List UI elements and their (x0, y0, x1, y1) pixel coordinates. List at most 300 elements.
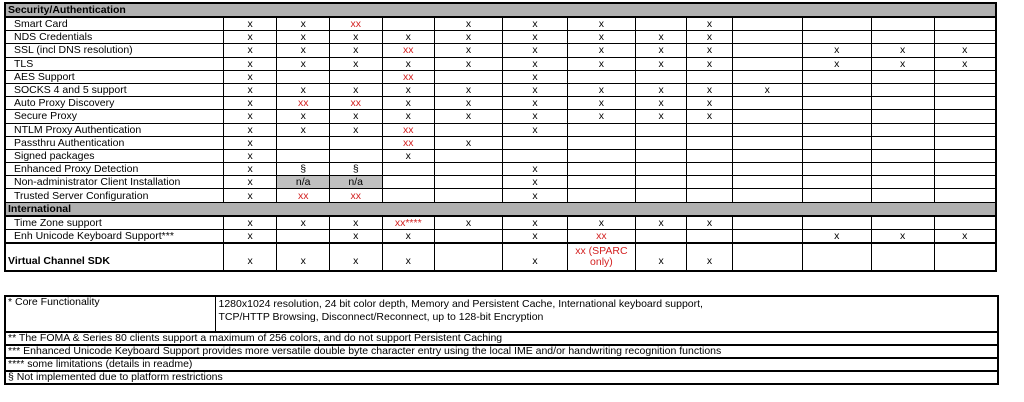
feature-row (5, 31, 996, 44)
support-cell (382, 229, 435, 243)
empty-cell (934, 149, 996, 162)
empty-cell (732, 229, 802, 243)
empty-cell (934, 17, 996, 31)
empty-cell (871, 176, 934, 189)
support-cell (687, 57, 732, 70)
feature-row (5, 97, 996, 110)
empty-cell (732, 44, 802, 57)
supported-mark: x (532, 18, 538, 31)
support-cell (802, 57, 871, 70)
supported-mark: x (598, 84, 605, 97)
limited-support-mark: xx (403, 123, 414, 136)
support-cell (329, 44, 382, 57)
supported-mark: x (900, 229, 906, 242)
empty-cell (435, 176, 503, 189)
footnote-limitations: **** some limitations (details in readme) (5, 358, 998, 371)
support-cell (223, 17, 277, 31)
supported-mark: x (532, 70, 538, 83)
supported-mark: x (532, 163, 538, 176)
feature-label: Smart Card (5, 17, 223, 31)
empty-cell (732, 216, 802, 230)
empty-cell (635, 123, 687, 136)
limited-support-mark: xx (350, 18, 361, 31)
feature-label: Trusted Server Configuration (5, 189, 223, 202)
empty-cell (567, 176, 635, 189)
empty-cell (934, 83, 996, 96)
empty-cell (732, 97, 802, 110)
supported-mark: x (465, 136, 472, 149)
support-cell (635, 83, 687, 96)
support-cell (567, 83, 635, 96)
supported-mark: x (300, 110, 306, 123)
core-functionality-line-1: 1280x1024 resolution, 24 bit color depth, Memory and Persistent Cache, International keyboard support, (218, 298, 703, 310)
supported-mark: x (706, 216, 713, 229)
support-cell (329, 110, 382, 123)
supported-mark: x (706, 84, 713, 97)
empty-cell (934, 97, 996, 110)
support-cell (277, 17, 330, 31)
support-cell (435, 136, 503, 149)
supported-mark: x (532, 110, 538, 123)
feature-label: Passthru Authentication (5, 136, 223, 149)
support-cell (277, 163, 330, 176)
support-cell (687, 97, 732, 110)
core-functionality-label: * Core Functionality (5, 296, 215, 332)
support-cell (567, 17, 635, 31)
supported-mark: x (706, 97, 713, 110)
support-cell (223, 243, 277, 271)
support-cell (382, 243, 435, 271)
support-cell (687, 243, 732, 271)
support-cell (503, 17, 568, 31)
supported-mark: x (706, 44, 713, 57)
supported-mark: x (405, 110, 411, 123)
support-cell (567, 216, 635, 230)
support-cell (277, 176, 330, 189)
support-cell (567, 44, 635, 57)
support-cell (223, 57, 277, 70)
feature-label: Non-administrator Client Installation (5, 176, 223, 189)
empty-cell (802, 83, 871, 96)
feature-row (5, 163, 996, 176)
empty-cell (802, 110, 871, 123)
support-cell (382, 149, 435, 162)
supported-mark: x (465, 216, 472, 229)
feature-label: Enhanced Proxy Detection (5, 163, 223, 176)
footnote-row (5, 371, 998, 384)
supported-mark: x (834, 44, 840, 57)
support-cell (277, 44, 330, 57)
supported-mark: x (598, 44, 605, 57)
support-cell (435, 44, 503, 57)
feature-label: Auto Proxy Discovery (5, 97, 223, 110)
empty-cell (934, 243, 996, 271)
empty-cell (871, 189, 934, 202)
supported-mark: x (834, 229, 840, 242)
support-cell (223, 123, 277, 136)
empty-cell (687, 189, 732, 202)
empty-cell (435, 163, 503, 176)
support-cell (435, 57, 503, 70)
supported-mark: x (598, 97, 605, 110)
supported-mark: x (532, 123, 538, 136)
supported-mark: x (247, 149, 253, 162)
support-cell (435, 83, 503, 96)
empty-cell (871, 83, 934, 96)
not-applicable-mark: n/a (295, 176, 311, 189)
support-cell (732, 83, 802, 96)
not-applicable-mark: n/a (348, 176, 364, 189)
empty-cell (732, 70, 802, 83)
supported-mark: x (353, 110, 359, 123)
supported-mark: x (532, 84, 538, 97)
empty-cell (934, 216, 996, 230)
support-cell (635, 31, 687, 44)
empty-cell (871, 163, 934, 176)
feature-label: Secure Proxy (5, 110, 223, 123)
support-cell (277, 83, 330, 96)
support-cell (802, 229, 871, 243)
support-cell (329, 243, 382, 271)
empty-cell (687, 70, 732, 83)
supported-mark: x (532, 44, 538, 57)
support-cell (277, 123, 330, 136)
supported-mark: x (532, 189, 538, 202)
supported-mark: x (353, 44, 359, 57)
supported-mark: x (532, 57, 538, 70)
support-cell (635, 110, 687, 123)
limited-support-mark: xx (596, 229, 607, 242)
feature-label: Enh Unicode Keyboard Support*** (5, 229, 223, 243)
support-cell (871, 57, 934, 70)
support-cell (503, 189, 568, 202)
supported-mark: x (706, 255, 713, 267)
empty-cell (871, 149, 934, 162)
virtual-channel-sdk-label: Virtual Channel SDK (8, 255, 110, 267)
empty-cell (802, 70, 871, 83)
empty-cell (732, 17, 802, 31)
empty-cell (567, 136, 635, 149)
footnote-row (5, 332, 998, 345)
support-cell (687, 31, 732, 44)
supported-mark: x (247, 44, 253, 57)
support-cell (382, 216, 435, 230)
empty-cell (934, 176, 996, 189)
supported-mark: x (300, 84, 306, 97)
empty-cell (277, 229, 330, 243)
empty-cell (635, 176, 687, 189)
supported-mark: x (247, 255, 253, 267)
footnote-foma: ** The FOMA & Series 80 clients support a maximum of 256 colors, and do not support Persistent Caching (5, 332, 998, 345)
supported-mark: x (405, 57, 411, 70)
supported-mark: x (405, 97, 411, 110)
empty-cell (934, 163, 996, 176)
footnote-row (5, 358, 998, 371)
support-cell (223, 149, 277, 162)
supported-mark: x (353, 229, 359, 242)
support-cell (277, 57, 330, 70)
support-cell (871, 44, 934, 57)
supported-mark: x (405, 84, 411, 97)
feature-label: SSL (incl DNS resolution) (5, 44, 223, 57)
empty-cell (687, 149, 732, 162)
support-cell (934, 57, 996, 70)
feature-row (5, 83, 996, 96)
support-cell (329, 163, 382, 176)
support-cell (382, 44, 435, 57)
supported-mark: x (962, 44, 968, 57)
feature-matrix (4, 2, 997, 272)
support-cell (329, 123, 382, 136)
footnotes-table (4, 295, 999, 385)
supported-mark: x (247, 110, 253, 123)
empty-cell (435, 243, 503, 271)
empty-cell (635, 149, 687, 162)
support-cell (687, 216, 732, 230)
support-cell (329, 57, 382, 70)
empty-cell (732, 163, 802, 176)
feature-row (5, 44, 996, 57)
empty-cell (732, 110, 802, 123)
support-cell (329, 176, 382, 189)
supported-mark: x (598, 110, 605, 123)
limited-support-mark: xx (297, 97, 309, 110)
empty-cell (934, 189, 996, 202)
supported-mark: x (300, 255, 306, 267)
empty-cell (567, 149, 635, 162)
empty-cell (382, 176, 435, 189)
supported-mark: x (532, 31, 538, 44)
support-cell (934, 229, 996, 243)
supported-mark: x (300, 44, 306, 57)
supported-mark: x (465, 97, 472, 110)
empty-cell (934, 136, 996, 149)
limited-support-mark: xx (297, 189, 309, 202)
supported-mark: x (465, 110, 472, 123)
empty-cell (802, 243, 871, 271)
feature-row (5, 123, 996, 136)
limited-support-mark: xx (403, 136, 414, 149)
feature-label: NDS Credentials (5, 31, 223, 44)
supported-mark: x (405, 31, 411, 44)
supported-mark: x (247, 229, 253, 242)
empty-cell (732, 123, 802, 136)
limited-support-mark: xx (403, 44, 414, 57)
empty-cell (802, 163, 871, 176)
supported-mark: x (598, 18, 605, 31)
section-header-row (5, 3, 996, 17)
feature-row (5, 149, 996, 162)
supported-mark: x (658, 216, 664, 229)
empty-cell (732, 136, 802, 149)
empty-cell (871, 216, 934, 230)
empty-cell (802, 123, 871, 136)
support-cell (503, 57, 568, 70)
empty-cell (871, 17, 934, 31)
empty-cell (567, 163, 635, 176)
empty-cell (635, 70, 687, 83)
supported-mark: x (764, 84, 770, 97)
support-cell (382, 136, 435, 149)
supported-mark: x (405, 149, 411, 162)
supported-mark: x (247, 136, 253, 149)
support-cell (503, 83, 568, 96)
empty-cell (732, 31, 802, 44)
feature-label: Time Zone support (5, 216, 223, 230)
limited-support-mark: xx (403, 70, 414, 83)
supported-mark: x (465, 57, 472, 70)
empty-cell (802, 216, 871, 230)
supported-mark: x (465, 44, 472, 57)
support-cell (435, 31, 503, 44)
supported-mark: x (658, 84, 664, 97)
limited-support-mark: xx (SPARC only) (575, 245, 628, 268)
empty-cell (687, 136, 732, 149)
support-cell (503, 123, 568, 136)
support-cell (567, 229, 635, 243)
feature-label: AES Support (5, 70, 223, 83)
empty-cell (382, 189, 435, 202)
empty-cell (687, 163, 732, 176)
support-cell (687, 44, 732, 57)
supported-mark: x (247, 84, 253, 97)
support-cell (503, 229, 568, 243)
feature-row (5, 189, 996, 202)
empty-cell (732, 189, 802, 202)
support-cell (687, 110, 732, 123)
supported-mark: x (247, 70, 253, 83)
empty-cell (277, 149, 330, 162)
supported-mark: x (706, 31, 713, 44)
supported-mark: x (300, 123, 306, 136)
empty-cell (635, 136, 687, 149)
support-cell (382, 31, 435, 44)
empty-cell (567, 123, 635, 136)
support-cell (635, 44, 687, 57)
supported-mark: x (300, 57, 306, 70)
empty-cell (329, 70, 382, 83)
empty-cell (871, 31, 934, 44)
supported-mark: x (658, 97, 664, 110)
empty-cell (435, 123, 503, 136)
empty-cell (934, 110, 996, 123)
supported-mark: x (598, 31, 605, 44)
support-cell (223, 216, 277, 230)
supported-mark: x (300, 18, 306, 31)
supported-mark: x (247, 123, 253, 136)
supported-mark: x (405, 229, 411, 242)
virtual-channel-sdk-row (5, 243, 996, 271)
supported-mark: x (658, 57, 664, 70)
supported-mark: x (900, 57, 906, 70)
supported-mark: x (532, 216, 538, 229)
support-cell (503, 176, 568, 189)
support-cell (687, 83, 732, 96)
empty-cell (871, 243, 934, 271)
support-cell (223, 70, 277, 83)
support-cell (635, 57, 687, 70)
supported-mark: x (706, 18, 713, 31)
empty-cell (802, 176, 871, 189)
empty-cell (687, 176, 732, 189)
empty-cell (382, 163, 435, 176)
supported-mark: x (247, 189, 253, 202)
support-cell (223, 189, 277, 202)
supported-mark: x (962, 57, 968, 70)
empty-cell (871, 97, 934, 110)
support-cell (223, 31, 277, 44)
limited-support-mark: xx (350, 97, 361, 110)
support-cell (329, 229, 382, 243)
supported-mark: x (247, 18, 253, 31)
support-cell (329, 31, 382, 44)
support-cell (871, 229, 934, 243)
empty-cell (503, 149, 568, 162)
supported-mark: x (247, 57, 253, 70)
support-cell (934, 44, 996, 57)
feature-row (5, 110, 996, 123)
support-cell (382, 97, 435, 110)
support-cell (802, 44, 871, 57)
support-cell (435, 97, 503, 110)
supported-mark: x (300, 31, 306, 44)
empty-cell (871, 110, 934, 123)
empty-cell (687, 123, 732, 136)
support-cell (223, 44, 277, 57)
limited-support-mark: xx (350, 189, 361, 202)
empty-cell (635, 163, 687, 176)
support-cell (635, 243, 687, 271)
supported-mark: x (353, 255, 359, 267)
empty-cell (802, 149, 871, 162)
support-cell (503, 70, 568, 83)
supported-mark: x (465, 84, 472, 97)
support-cell (382, 110, 435, 123)
support-cell (329, 189, 382, 202)
empty-cell (435, 149, 503, 162)
supported-mark: x (532, 176, 538, 189)
supported-mark: x (598, 57, 605, 70)
platform-restriction-mark: § (352, 163, 359, 176)
feature-label (5, 243, 223, 271)
support-cell (329, 216, 382, 230)
support-cell (329, 83, 382, 96)
supported-mark: x (962, 229, 968, 242)
support-cell (329, 97, 382, 110)
support-cell (503, 44, 568, 57)
support-cell (277, 189, 330, 202)
empty-cell (934, 123, 996, 136)
support-cell (503, 243, 568, 271)
support-cell (277, 110, 330, 123)
empty-cell (435, 189, 503, 202)
support-cell (277, 97, 330, 110)
supported-mark: x (465, 31, 472, 44)
empty-cell (802, 189, 871, 202)
empty-cell (934, 70, 996, 83)
empty-cell (567, 189, 635, 202)
supported-mark: x (247, 216, 253, 229)
empty-cell (635, 189, 687, 202)
feature-row (5, 70, 996, 83)
supported-mark: x (353, 31, 359, 44)
feature-row (5, 216, 996, 230)
support-cell (503, 163, 568, 176)
supported-mark: x (532, 255, 538, 267)
empty-cell (277, 70, 330, 83)
support-cell (503, 31, 568, 44)
support-cell (382, 123, 435, 136)
